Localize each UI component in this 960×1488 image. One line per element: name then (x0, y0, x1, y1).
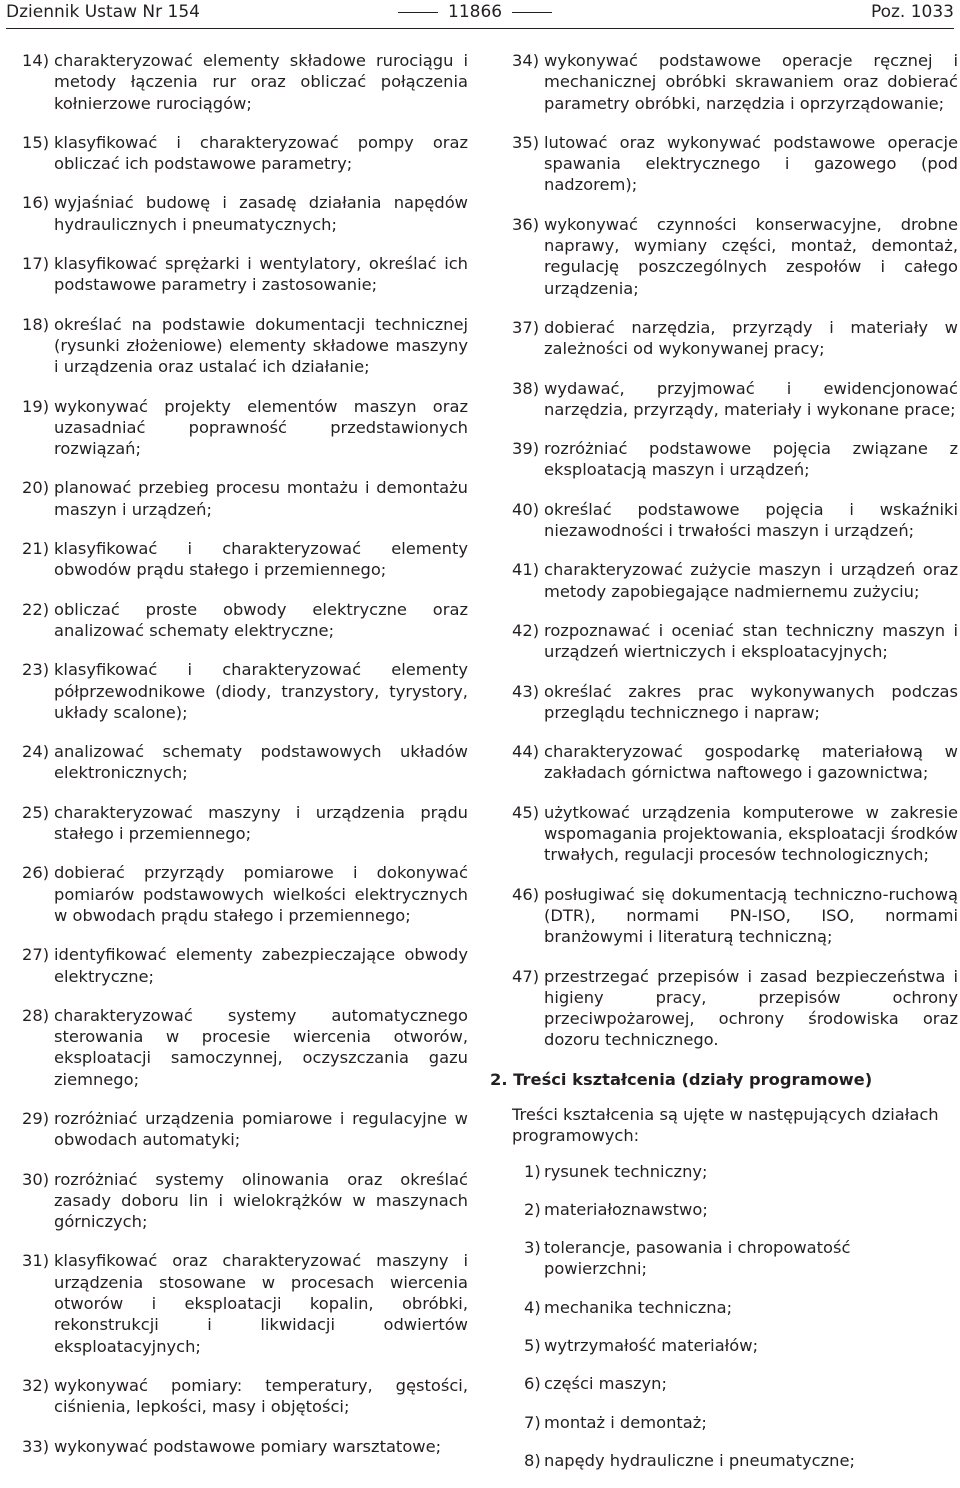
journal-title: Dziennik Ustaw Nr 154 (6, 2, 200, 22)
list-item (22, 1436, 468, 1457)
item-text: wyjaśniać budowę i zasadę działania napędów hydraulicznych i pneumatycznych; (54, 193, 468, 234)
item-text: użytkować urządzenia komputerowe w zakresie wspomagania projektowania, eksploatacji środków trwałych, regulacji procesów technologicznych; (544, 802, 958, 865)
list-item (512, 620, 958, 663)
item-text: dobierać narzędzia, przyrządy i materiały w zależności od wykonywanej pracy; (544, 317, 958, 359)
item-number: 15) (22, 132, 50, 152)
item-number: 29) (22, 1108, 50, 1128)
item-text: określać podstawowe pojęcia i wskaźniki niezawodności i trwałości maszyn i urządzeń; (544, 499, 958, 541)
item-number: 4) (524, 1297, 541, 1317)
item-text: rozpoznawać i oceniać stan techniczny maszyn i urządzeń wiertniczych i eksploatacyjnych; (544, 620, 958, 662)
item-number: 6) (524, 1374, 541, 1394)
page-header (0, 0, 960, 28)
list-item (512, 317, 958, 360)
item-number: 2) (524, 1199, 541, 1219)
item-number: 43) (512, 681, 540, 701)
list-item (22, 1375, 468, 1418)
page-number-text: 11866 (448, 2, 503, 22)
list-item (22, 253, 468, 296)
header-rule (6, 28, 954, 29)
item-text: charakteryzować maszyny i urządzenia prądu stałego i przemiennego; (54, 802, 468, 844)
list-item (512, 884, 958, 948)
item-number: 38) (512, 378, 540, 398)
item-number: 14) (22, 51, 50, 70)
item-text: identyfikować elementy zabezpieczające obwody elektryczne; (54, 945, 468, 986)
item-number: 41) (512, 560, 540, 580)
page-number (388, 2, 562, 22)
list-item (512, 966, 958, 1051)
list-item (22, 1005, 468, 1090)
item-text: rozróżniać systemy olinowania oraz określać zasady doboru lin i wielokrążków w maszynach górniczych; (54, 1169, 468, 1232)
section-intro: Treści kształcenia są ujęte w następujących działach programowych: (512, 1104, 939, 1146)
list-item (22, 802, 468, 845)
list-item (22, 192, 468, 235)
item-number: 27) (22, 945, 50, 965)
item-number: 21) (22, 539, 50, 559)
list-item (524, 1412, 958, 1433)
item-text: charakteryzować systemy automatycznego sterowania w procesie wiercenia otworów, eksploatacji samoczynnej, oczyszczania gazu ziemnego; (54, 1005, 468, 1089)
item-number: 32) (22, 1375, 50, 1395)
item-text: montaż i demontaż; (544, 1412, 707, 1432)
list-item (512, 499, 958, 542)
list-item (22, 538, 468, 581)
item-text: planować przebieg procesu montażu i demontażu maszyn i urządzeń; (54, 478, 468, 519)
left-column (22, 50, 468, 1475)
item-text: dobierać przyrządy pomiarowe i dokonywać pomiarów podstawowych wielkości elektrycznych w obwodach prądu stałego i przemiennego; (54, 863, 468, 925)
item-text: klasyfikować sprężarki i wentylatory, określać ich podstawowe parametry i zastosowanie; (54, 254, 468, 295)
item-number: 7) (524, 1412, 541, 1432)
list-item (22, 659, 468, 723)
item-number: 25) (22, 802, 50, 822)
dash-left (398, 12, 438, 13)
list-item (524, 1450, 958, 1471)
list-item (22, 314, 468, 378)
item-text: wydawać, przyjmować i ewidencjonować narzędzia, przyrządy, materiały i wykonane prace; (544, 378, 958, 419)
item-text: charakteryzować elementy składowe rurociągu i metody łączenia rur oraz obliczać połączenia kołnierzowe rurociągów; (54, 51, 468, 113)
item-text: wykonywać pomiary: temperatury, gęstości, ciśnienia, lepkości, masy i objętości; (54, 1375, 468, 1417)
item-text: klasyfikować oraz charakteryzować maszyny i urządzenia stosowane w procesach wiercenia otworów i eksploatacji kopalin, obróbki, rekonstrukcji i likwidacji odwiertów eksploatacyjnych; (54, 1251, 468, 1356)
item-text: określać na podstawie dokumentacji technicznej (rysunki złożeniowe) elementy składowe maszyny i urządzenia oraz ustalać ich działanie; (54, 314, 468, 377)
item-number: 39) (512, 439, 540, 459)
list-item (22, 50, 468, 114)
item-text: części maszyn; (544, 1374, 667, 1394)
item-number: 16) (22, 193, 50, 213)
item-text: tolerancje, pasowania i chropowatość powierzchni; (544, 1238, 851, 1279)
list-item (524, 1199, 958, 1220)
list-item (524, 1297, 958, 1318)
item-number: 18) (22, 314, 50, 334)
item-number: 34) (512, 51, 540, 70)
item-number: 42) (512, 620, 540, 640)
item-text: wykonywać czynności konserwacyjne, drobne naprawy, wymiany części, montaż, demontaż, regulację poszczególnych zespołów i całego urządzenia; (544, 214, 958, 298)
item-number: 35) (512, 132, 540, 152)
item-number: 22) (22, 599, 50, 619)
item-number: 45) (512, 802, 540, 822)
list-item (22, 477, 468, 520)
list-item (512, 50, 958, 114)
list-item (22, 862, 468, 926)
item-number: 23) (22, 660, 50, 680)
item-number: 33) (22, 1436, 50, 1456)
list-item (512, 681, 958, 724)
item-text: charakteryzować zużycie maszyn i urządzeń oraz metody zapobiegające nadmiernemu zużyciu; (544, 560, 958, 601)
item-number: 8) (524, 1450, 541, 1470)
item-number: 40) (512, 499, 540, 519)
list-item (22, 1250, 468, 1356)
list-item (512, 132, 958, 196)
section-list (512, 1161, 958, 1472)
item-text: przestrzegać przepisów i zasad bezpieczeństwa i higieny pracy, przepisów ochrony przeciwpożarowej, ochrony środowiska oraz dozoru technicznego. (544, 966, 958, 1050)
item-text: wykonywać podstawowe operacje ręcznej i mechanicznej obróbki skrawaniem oraz dobierać parametry obróbki, narzędzia i oprzyrządowanie; (544, 51, 958, 113)
list-item (524, 1373, 958, 1394)
list-item (512, 559, 958, 602)
item-text: napędy hydrauliczne i pneumatyczne; (544, 1450, 855, 1470)
item-text: analizować schematy podstawowych układów elektronicznych; (54, 742, 468, 783)
item-text: charakteryzować gospodarkę materiałową w zakładach górnictwa naftowego i gazownictwa; (544, 742, 958, 783)
item-number: 5) (524, 1336, 541, 1356)
list-item (22, 132, 468, 175)
item-text: posługiwać się dokumentacją techniczno-ruchową (DTR), normami PN-ISO, ISO, normami branżowymi i literaturą techniczną; (544, 884, 958, 947)
list-item (22, 741, 468, 784)
item-text: wykonywać projekty elementów maszyn oraz uzasadniać poprawność przedstawionych rozwiązań; (54, 396, 468, 459)
list-item (512, 378, 958, 421)
right-column (490, 50, 958, 1488)
list-item (512, 438, 958, 481)
list-item (22, 396, 468, 460)
item-number: 30) (22, 1169, 50, 1189)
item-number: 3) (524, 1238, 541, 1258)
list-item (22, 1169, 468, 1233)
item-text: rozróżniać podstawowe pojęcia związane z eksploatacją maszyn i urządzeń; (544, 439, 958, 480)
item-text: rysunek techniczny; (544, 1161, 708, 1181)
item-number: 24) (22, 742, 50, 762)
item-text: wytrzymałość materiałów; (544, 1336, 759, 1356)
item-number: 44) (512, 742, 540, 762)
item-number: 37) (512, 317, 540, 337)
list-item (22, 1108, 468, 1151)
list-item (512, 741, 958, 784)
list-item (22, 599, 468, 642)
item-number: 19) (22, 396, 50, 416)
item-text: obliczać proste obwody elektryczne oraz analizować schematy elektryczne; (54, 599, 468, 640)
item-number: 20) (22, 478, 50, 498)
item-text: klasyfikować i charakteryzować elementy półprzewodnikowe (diody, tranzystory, tyrystory, układy scalone); (54, 660, 468, 722)
item-text: lutować oraz wykonywać podstawowe operacje spawania elektrycznego i gazowego (pod nadzorem); (544, 132, 958, 195)
item-number: 1) (524, 1161, 541, 1181)
list-item (512, 802, 958, 866)
list-item (524, 1335, 958, 1356)
item-text: rozróżniać urządzenia pomiarowe i regulacyjne w obwodach automatyki; (54, 1108, 468, 1150)
item-text: wykonywać podstawowe pomiary warsztatowe; (54, 1436, 442, 1456)
item-text: określać zakres prac wykonywanych podczas przeglądu technicznego i napraw; (544, 681, 958, 722)
list-item (524, 1237, 958, 1280)
item-number: 31) (22, 1251, 50, 1271)
section-title: 2. Treści kształcenia (działy programowe) (490, 1069, 873, 1089)
item-number: 46) (512, 884, 540, 904)
item-number: 47) (512, 966, 540, 986)
position-number: Poz. 1033 (870, 2, 954, 22)
item-text: materiałoznawstwo; (544, 1199, 708, 1219)
right-column-list (512, 50, 958, 1051)
item-text: mechanika techniczna; (544, 1297, 733, 1317)
item-number: 28) (22, 1005, 50, 1025)
list-item (524, 1161, 958, 1182)
item-number: 17) (22, 254, 50, 274)
list-item (512, 214, 958, 299)
list-item (22, 944, 468, 987)
dash-right (512, 12, 552, 13)
item-number: 36) (512, 214, 540, 234)
item-text: klasyfikować i charakteryzować pompy oraz obliczać ich podstawowe parametry; (54, 132, 468, 174)
item-number: 26) (22, 863, 50, 883)
item-text: klasyfikować i charakteryzować elementy obwodów prądu stałego i przemiennego; (54, 539, 468, 580)
